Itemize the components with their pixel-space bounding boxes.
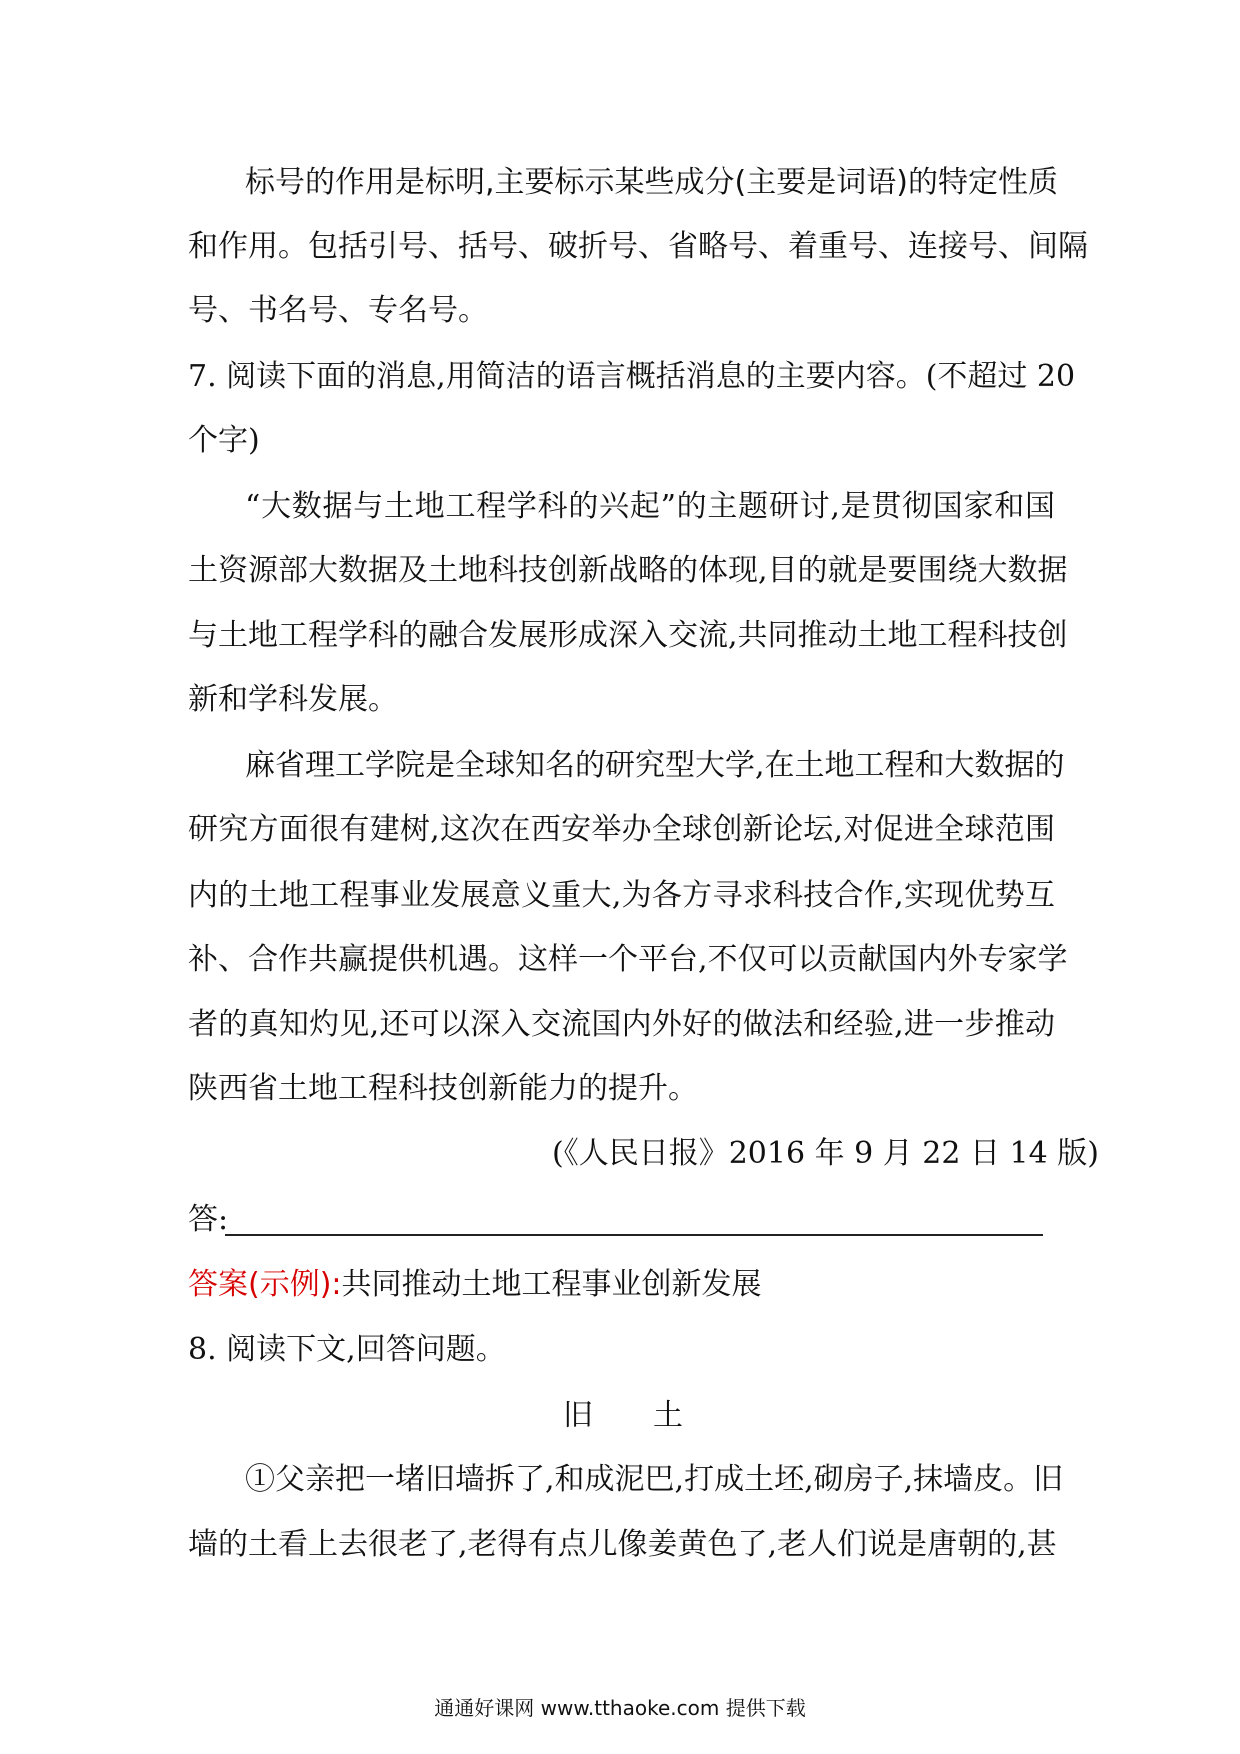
answer-example-prefix: 答案(示例):	[188, 1267, 342, 1302]
news-paragraph-1-line-1: “大数据与土地工程学科的兴起”的主题研讨,是贯彻国家和国	[245, 489, 1055, 524]
news-paragraph-1-line-3: 与土地工程学科的融合发展形成深入交流,共同推动土地工程科技创	[188, 618, 1068, 653]
answer-example	[188, 1252, 1088, 1318]
news-paragraph-2-line-6: 陕西省土地工程科技创新能力的提升。	[188, 1071, 698, 1106]
question-7-line-1: 7. 阅读下面的消息,用简洁的语言概括消息的主要内容。(不超过 20	[188, 359, 1076, 394]
article-paragraph-1-line-2: 墙的土看上去很老了,老得有点儿像姜黄色了,老人们说是唐朝的,甚	[188, 1527, 1057, 1562]
page-footer: 通通好课网 www.tthaoke.com 提供下载	[434, 1696, 806, 1720]
answer-example-text: 共同推动土地工程事业创新发展	[341, 1267, 762, 1302]
intro-paragraph-line-3: 号、书名号、专名号。	[188, 293, 488, 328]
intro-paragraph-line-2: 和作用。包括引号、括号、破折号、省略号、着重号、连接号、间隔	[188, 229, 1088, 264]
news-source-citation: (《人民日报》2016 年 9 月 22 日 14 版)	[552, 1136, 1099, 1171]
news-paragraph-2-line-4: 补、合作共赢提供机遇。这样一个平台,不仅可以贡献国内外专家学	[188, 942, 1068, 977]
news-paragraph-2-line-1: 麻省理工学院是全球知名的研究型大学,在土地工程和大数据的	[245, 748, 1065, 783]
intro-paragraph-line-1: 标号的作用是标明,主要标示某些成分(主要是词语)的特定性质	[245, 165, 1058, 200]
news-paragraph-1-line-4: 新和学科发展。	[188, 682, 398, 717]
article-paragraph-1-line-1: ①父亲把一堵旧墙拆了,和成泥巴,打成土坯,砌房子,抹墙皮。旧	[245, 1462, 1064, 1497]
question-7-line-2: 个字)	[188, 423, 260, 458]
news-paragraph-2-line-5: 者的真知灼见,还可以深入交流国内外好的做法和经验,进一步推动	[188, 1007, 1055, 1042]
article-title: 旧 土	[563, 1398, 683, 1433]
question-8-line-1: 8. 阅读下文,回答问题。	[188, 1332, 506, 1367]
answer-blank-line[interactable]	[225, 1234, 1043, 1236]
news-paragraph-1-line-2: 土资源部大数据及土地科技创新战略的体现,目的就是要围绕大数据	[188, 553, 1068, 588]
news-paragraph-2-line-3: 内的土地工程事业发展意义重大,为各方寻求科技合作,实现优势互	[188, 878, 1055, 913]
answer-label: 答:	[188, 1202, 229, 1237]
news-paragraph-2-line-2: 研究方面很有建树,这次在西安举办全球创新论坛,对促进全球范围	[188, 812, 1055, 847]
